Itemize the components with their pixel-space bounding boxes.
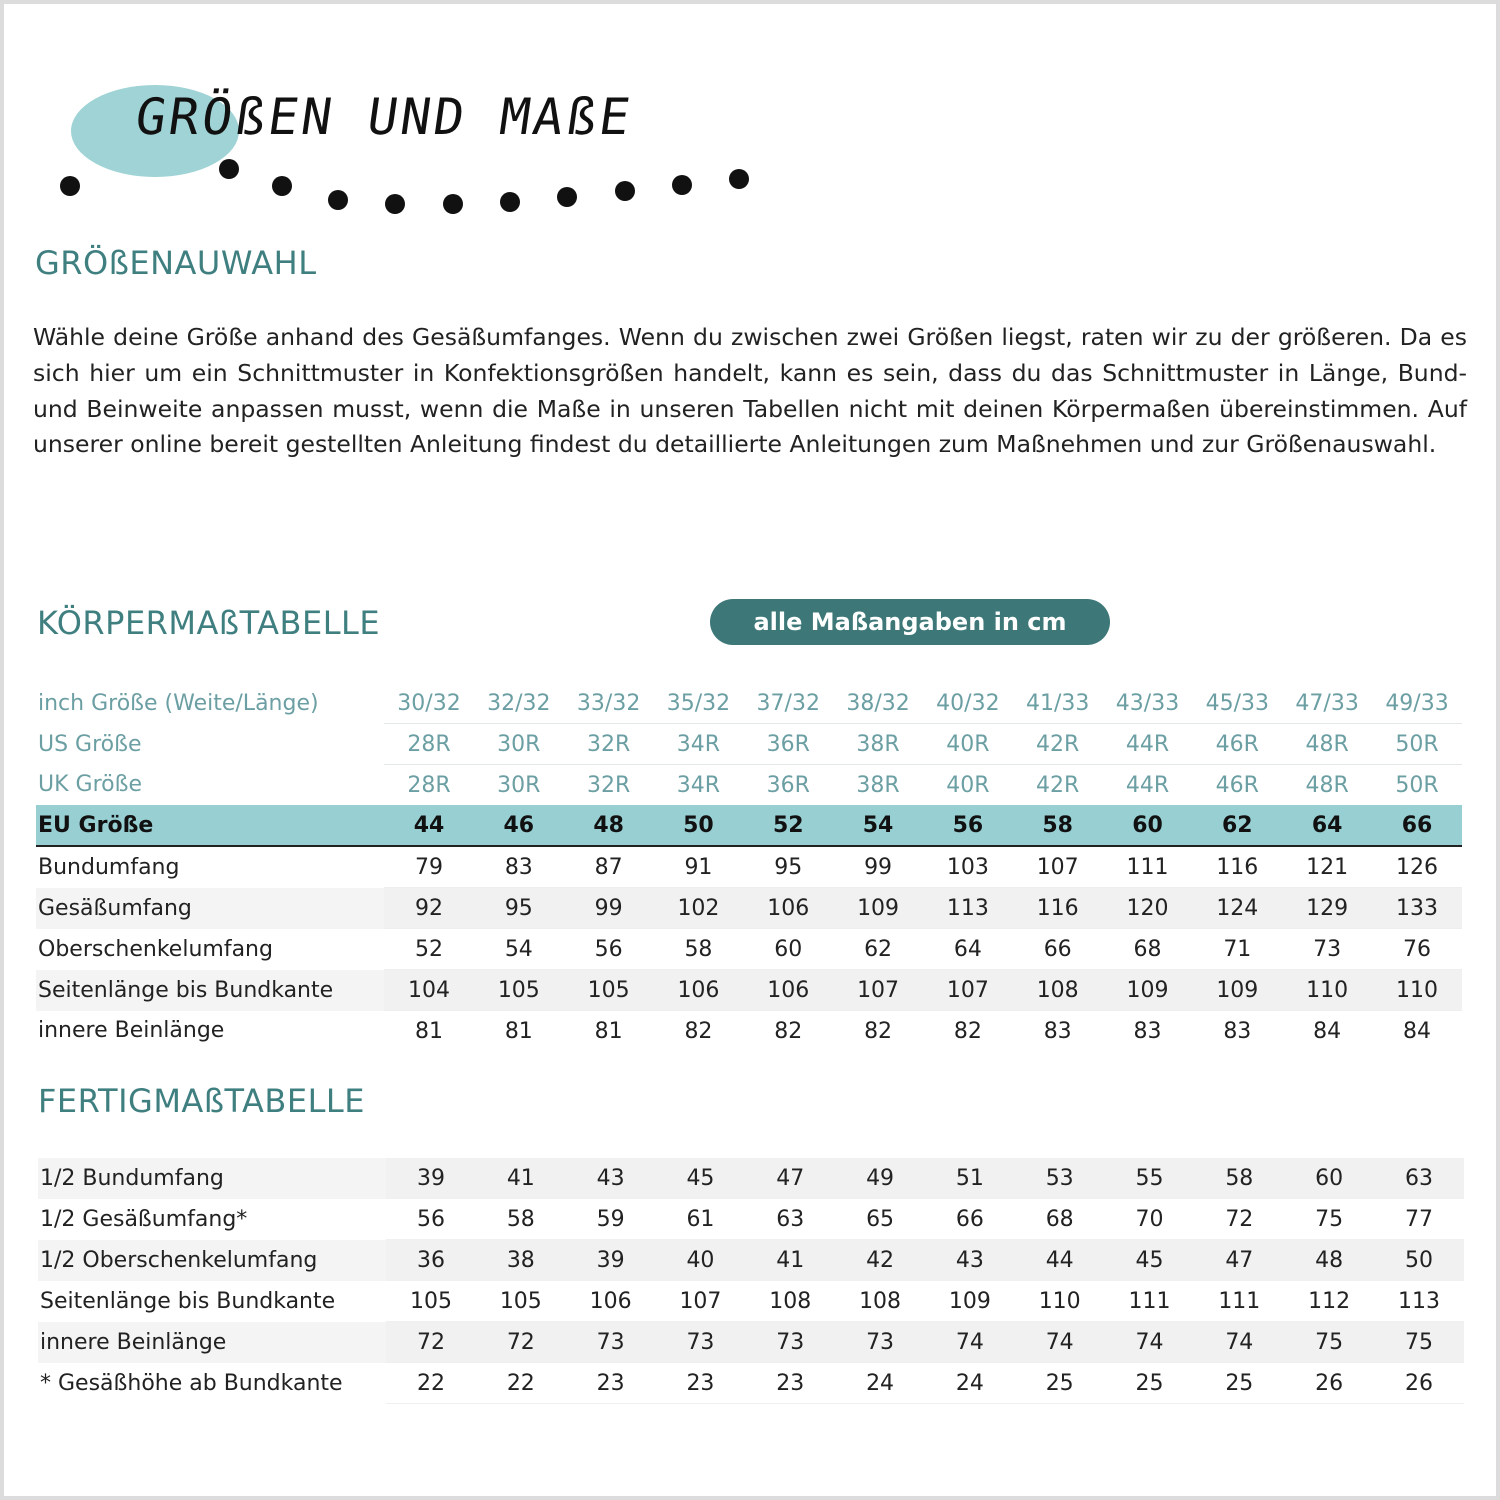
table-cell: 99 xyxy=(833,846,923,888)
table-row xyxy=(38,1199,1464,1240)
table-cell: 46R xyxy=(1192,724,1282,765)
table-cell: 42R xyxy=(1013,724,1103,765)
page-title: GRÖßEN UND MAßE xyxy=(131,88,637,146)
table-cell: 109 xyxy=(1192,970,1282,1011)
table-cell: 63 xyxy=(1374,1158,1464,1199)
table-cell: 72 xyxy=(476,1322,566,1363)
table-cell: 35/32 xyxy=(654,683,744,724)
table-cell: 24 xyxy=(925,1363,1015,1404)
table-cell: 42R xyxy=(1036,772,1080,798)
table-cell: 39 xyxy=(386,1158,476,1199)
table-cell: 121 xyxy=(1282,846,1372,888)
table-row xyxy=(36,724,1462,765)
table-cell: 99 xyxy=(564,888,654,929)
table-cell: 60 xyxy=(1103,805,1193,846)
row-label: US Größe xyxy=(38,731,142,757)
table-cell: 26 xyxy=(1374,1363,1464,1404)
table-cell: 48 xyxy=(1284,1240,1374,1281)
table-cell: 56 xyxy=(386,1199,476,1240)
table-cell: 107 xyxy=(833,970,923,1011)
table-cell: 43/33 xyxy=(1103,683,1193,724)
table-row xyxy=(36,1011,1462,1052)
table-cell: 95 xyxy=(743,846,833,888)
table-cell: 38R xyxy=(833,724,923,765)
table-cell: 25 xyxy=(1105,1363,1195,1404)
table-cell: 66 xyxy=(1013,929,1103,970)
table-cell: 41 xyxy=(745,1240,835,1281)
table-cell: 72 xyxy=(1194,1199,1284,1240)
table-cell: 111 xyxy=(1194,1281,1284,1322)
table-cell: 71 xyxy=(1192,929,1282,970)
table-cell: 77 xyxy=(1374,1199,1464,1240)
table-cell: 103 xyxy=(923,846,1013,888)
table-cell: 66 xyxy=(1372,805,1462,846)
table-row xyxy=(38,1158,1464,1199)
table-cell: 124 xyxy=(1192,888,1282,929)
table-cell: 82 xyxy=(774,1018,803,1044)
table-cell: 22 xyxy=(386,1363,476,1404)
table-row xyxy=(36,888,1462,929)
table-cell: 75 xyxy=(1284,1199,1374,1240)
table-row xyxy=(38,1363,1464,1404)
table-cell: 23 xyxy=(745,1363,835,1404)
table-cell: 46R xyxy=(1215,772,1259,798)
table-cell: 53 xyxy=(1015,1158,1105,1199)
table-cell: 34R xyxy=(654,724,744,765)
table-cell: 63 xyxy=(745,1199,835,1240)
table-cell: 26 xyxy=(1284,1363,1374,1404)
table-cell: 28R xyxy=(384,724,474,765)
table-cell: 109 xyxy=(925,1281,1015,1322)
table-cell: 107 xyxy=(656,1281,746,1322)
table-row xyxy=(36,765,1462,806)
table-cell: 82 xyxy=(864,1018,893,1044)
row-label: EU Größe xyxy=(36,805,384,846)
row-label: UK Größe xyxy=(38,772,142,798)
table-cell: 75 xyxy=(1284,1322,1374,1363)
table-cell: 75 xyxy=(1374,1322,1464,1363)
table-cell: 120 xyxy=(1103,888,1193,929)
table-cell: 73 xyxy=(566,1322,656,1363)
table-cell: 30/32 xyxy=(384,683,474,724)
table-cell: 47/33 xyxy=(1282,683,1372,724)
table-cell: 36R xyxy=(766,772,810,798)
table-cell: 81 xyxy=(504,1018,533,1044)
table-cell: 48R xyxy=(1305,772,1349,798)
table-cell: 81 xyxy=(594,1018,623,1044)
table-row xyxy=(38,1322,1464,1363)
finished-measurements-heading: FERTIGMAßTABELLE xyxy=(38,1082,365,1120)
table-cell: 133 xyxy=(1372,888,1462,929)
table-cell: 116 xyxy=(1192,846,1282,888)
table-cell: 84 xyxy=(1403,1018,1432,1044)
table-cell: 22 xyxy=(476,1363,566,1404)
table-cell: 73 xyxy=(745,1322,835,1363)
table-row xyxy=(36,929,1462,970)
table-cell: 39 xyxy=(566,1240,656,1281)
table-cell: 50R xyxy=(1372,724,1462,765)
table-cell: 58 xyxy=(1013,805,1103,846)
table-cell: 54 xyxy=(474,929,564,970)
table-cell: 56 xyxy=(564,929,654,970)
table-cell: 74 xyxy=(925,1322,1015,1363)
row-label: 1/2 Bundumfang xyxy=(38,1158,386,1199)
body-measurements-table xyxy=(36,683,1462,1051)
table-cell: 44R xyxy=(1125,772,1170,798)
table-cell: 72 xyxy=(386,1322,476,1363)
table-cell: 116 xyxy=(1013,888,1103,929)
table-cell: 76 xyxy=(1372,929,1462,970)
row-label: Bundumfang xyxy=(38,854,180,880)
row-label: Seitenlänge bis Bundkante xyxy=(36,970,384,1011)
unit-badge: alle Maßangaben in cm xyxy=(710,599,1110,645)
row-label: 1/2 Oberschenkelumfang xyxy=(38,1240,386,1281)
table-cell: 45 xyxy=(1105,1240,1195,1281)
table-cell: 32R xyxy=(564,724,654,765)
table-cell: 106 xyxy=(743,888,833,929)
table-cell: 70 xyxy=(1105,1199,1195,1240)
table-cell: 111 xyxy=(1103,846,1193,888)
table-cell: 106 xyxy=(566,1281,656,1322)
table-cell: 83 xyxy=(1133,1018,1162,1044)
table-cell: 62 xyxy=(1192,805,1282,846)
table-cell: 48R xyxy=(1282,724,1372,765)
table-cell: 110 xyxy=(1015,1281,1105,1322)
table-cell: 113 xyxy=(923,888,1013,929)
table-cell: 113 xyxy=(1374,1281,1464,1322)
table-cell: 109 xyxy=(1103,970,1193,1011)
table-cell: 104 xyxy=(384,970,474,1011)
table-row xyxy=(36,805,1462,846)
table-cell: 64 xyxy=(1282,805,1372,846)
table-cell: 30R xyxy=(497,772,541,798)
table-cell: 40R xyxy=(923,724,1013,765)
size-selection-heading: GRÖßENAUWAHL xyxy=(35,244,317,282)
table-cell: 38 xyxy=(476,1240,566,1281)
table-cell: 32/32 xyxy=(474,683,564,724)
table-cell: 52 xyxy=(384,929,474,970)
table-cell: 41 xyxy=(476,1158,566,1199)
table-cell: 66 xyxy=(925,1199,1015,1240)
table-cell: 108 xyxy=(745,1281,835,1322)
table-cell: 83 xyxy=(1223,1018,1252,1044)
table-cell: 47 xyxy=(745,1158,835,1199)
table-cell: 58 xyxy=(1194,1158,1284,1199)
table-cell: 36 xyxy=(386,1240,476,1281)
table-cell: 25 xyxy=(1015,1363,1105,1404)
table-cell: 28R xyxy=(407,772,451,798)
table-cell: 68 xyxy=(1015,1199,1105,1240)
table-cell: 92 xyxy=(384,888,474,929)
table-cell: 24 xyxy=(835,1363,925,1404)
table-cell: 106 xyxy=(654,970,744,1011)
table-cell: 65 xyxy=(835,1199,925,1240)
table-cell: 106 xyxy=(743,970,833,1011)
finished-measurements-table xyxy=(38,1158,1464,1404)
table-cell: 59 xyxy=(566,1199,656,1240)
table-cell: 74 xyxy=(1015,1322,1105,1363)
table-cell: 55 xyxy=(1105,1158,1195,1199)
intro-paragraph: Wähle deine Größe anhand des Gesäßumfanges. Wenn du zwischen zwei Größen liegst, raten wir zu der größeren. Da es sich hier um ein Schnittmuster in Konfektionsgrößen handelt, kann es sein, dass du das Schnittmuster in Länge, Bund- und Beinweite anpassen musst, wenn die Maße in unseren Tabellen nicht mit deinen Körpermaßen übereinstimmen. Auf unserer online bereit gestellten Anleitung findest du detaillierte Anleitungen zum Maßnehmen und zur Größenauswahl. xyxy=(33,323,1467,459)
table-cell: 45 xyxy=(656,1158,746,1199)
table-cell: 36R xyxy=(743,724,833,765)
table-cell: 102 xyxy=(654,888,744,929)
table-cell: 44R xyxy=(1103,724,1193,765)
table-cell: 60 xyxy=(743,929,833,970)
body-measurements-heading: KÖRPERMAßTABELLE xyxy=(37,604,381,642)
table-cell: 129 xyxy=(1282,888,1372,929)
row-label: inch Größe (Weite/Länge) xyxy=(38,690,319,716)
table-cell: 50 xyxy=(1374,1240,1464,1281)
table-cell: 79 xyxy=(384,846,474,888)
table-cell: 73 xyxy=(835,1322,925,1363)
table-cell: 60 xyxy=(1284,1158,1374,1199)
table-cell: 74 xyxy=(1194,1322,1284,1363)
table-row xyxy=(36,970,1462,1011)
table-cell: 73 xyxy=(656,1322,746,1363)
row-label: innere Beinlänge xyxy=(38,1018,225,1044)
table-cell: 83 xyxy=(474,846,564,888)
table-cell: 110 xyxy=(1372,970,1462,1011)
table-cell: 40 xyxy=(656,1240,746,1281)
table-cell: 95 xyxy=(474,888,564,929)
table-cell: 105 xyxy=(564,970,654,1011)
table-cell: 43 xyxy=(925,1240,1015,1281)
table-cell: 54 xyxy=(833,805,923,846)
row-label: innere Beinlänge xyxy=(38,1322,386,1363)
table-cell: 62 xyxy=(833,929,923,970)
table-cell: 42 xyxy=(835,1240,925,1281)
table-cell: 73 xyxy=(1282,929,1372,970)
table-cell: 126 xyxy=(1372,846,1462,888)
table-cell: 91 xyxy=(654,846,744,888)
table-row xyxy=(36,683,1462,724)
table-row xyxy=(38,1281,1464,1322)
table-cell: 105 xyxy=(474,970,564,1011)
table-cell: 23 xyxy=(656,1363,746,1404)
table-cell: 107 xyxy=(1013,846,1103,888)
table-cell: 51 xyxy=(925,1158,1015,1199)
table-cell: 64 xyxy=(923,929,1013,970)
table-cell: 48 xyxy=(564,805,654,846)
table-cell: 32R xyxy=(586,772,631,798)
table-cell: 44 xyxy=(384,805,474,846)
table-cell: 108 xyxy=(1013,970,1103,1011)
table-cell: 82 xyxy=(953,1018,982,1044)
table-cell: 45/33 xyxy=(1192,683,1282,724)
table-cell: 109 xyxy=(833,888,923,929)
table-cell: 49 xyxy=(835,1158,925,1199)
table-cell: 68 xyxy=(1103,929,1193,970)
table-cell: 82 xyxy=(684,1018,713,1044)
table-cell: 40R xyxy=(946,772,990,798)
table-cell: 107 xyxy=(923,970,1013,1011)
row-label: * Gesäßhöhe ab Bundkante xyxy=(40,1370,343,1396)
table-cell: 43 xyxy=(566,1158,656,1199)
table-cell: 105 xyxy=(386,1281,476,1322)
row-label: Seitenlänge bis Bundkante xyxy=(40,1288,336,1314)
table-cell: 37/32 xyxy=(743,683,833,724)
table-cell: 38/32 xyxy=(833,683,923,724)
table-cell: 38R xyxy=(856,772,900,798)
table-cell: 83 xyxy=(1043,1018,1072,1044)
table-cell: 47 xyxy=(1194,1240,1284,1281)
table-cell: 112 xyxy=(1284,1281,1374,1322)
table-cell: 23 xyxy=(566,1363,656,1404)
table-cell: 61 xyxy=(656,1199,746,1240)
table-cell: 34R xyxy=(676,772,721,798)
table-cell: 58 xyxy=(654,929,744,970)
table-cell: 44 xyxy=(1015,1240,1105,1281)
table-cell: 40/32 xyxy=(923,683,1013,724)
table-cell: 74 xyxy=(1105,1322,1195,1363)
table-cell: 30R xyxy=(474,724,564,765)
table-cell: 81 xyxy=(415,1018,443,1044)
table-cell: 108 xyxy=(835,1281,925,1322)
table-row xyxy=(38,1240,1464,1281)
table-cell: 50R xyxy=(1395,772,1439,798)
table-cell: 50 xyxy=(654,805,744,846)
table-cell: 56 xyxy=(923,805,1013,846)
table-cell: 25 xyxy=(1194,1363,1284,1404)
row-label: 1/2 Gesäßumfang* xyxy=(40,1206,248,1232)
table-cell: 111 xyxy=(1105,1281,1195,1322)
table-cell: 46 xyxy=(474,805,564,846)
table-cell: 49/33 xyxy=(1372,683,1462,724)
table-cell: 41/33 xyxy=(1013,683,1103,724)
table-cell: 58 xyxy=(476,1199,566,1240)
row-label: Gesäßumfang xyxy=(36,888,384,929)
row-label: Oberschenkelumfang xyxy=(38,936,273,962)
table-cell: 87 xyxy=(564,846,654,888)
table-cell: 52 xyxy=(743,805,833,846)
table-cell: 105 xyxy=(476,1281,566,1322)
table-row xyxy=(36,846,1462,888)
table-cell: 84 xyxy=(1313,1018,1342,1044)
table-cell: 110 xyxy=(1282,970,1372,1011)
table-cell: 33/32 xyxy=(564,683,654,724)
